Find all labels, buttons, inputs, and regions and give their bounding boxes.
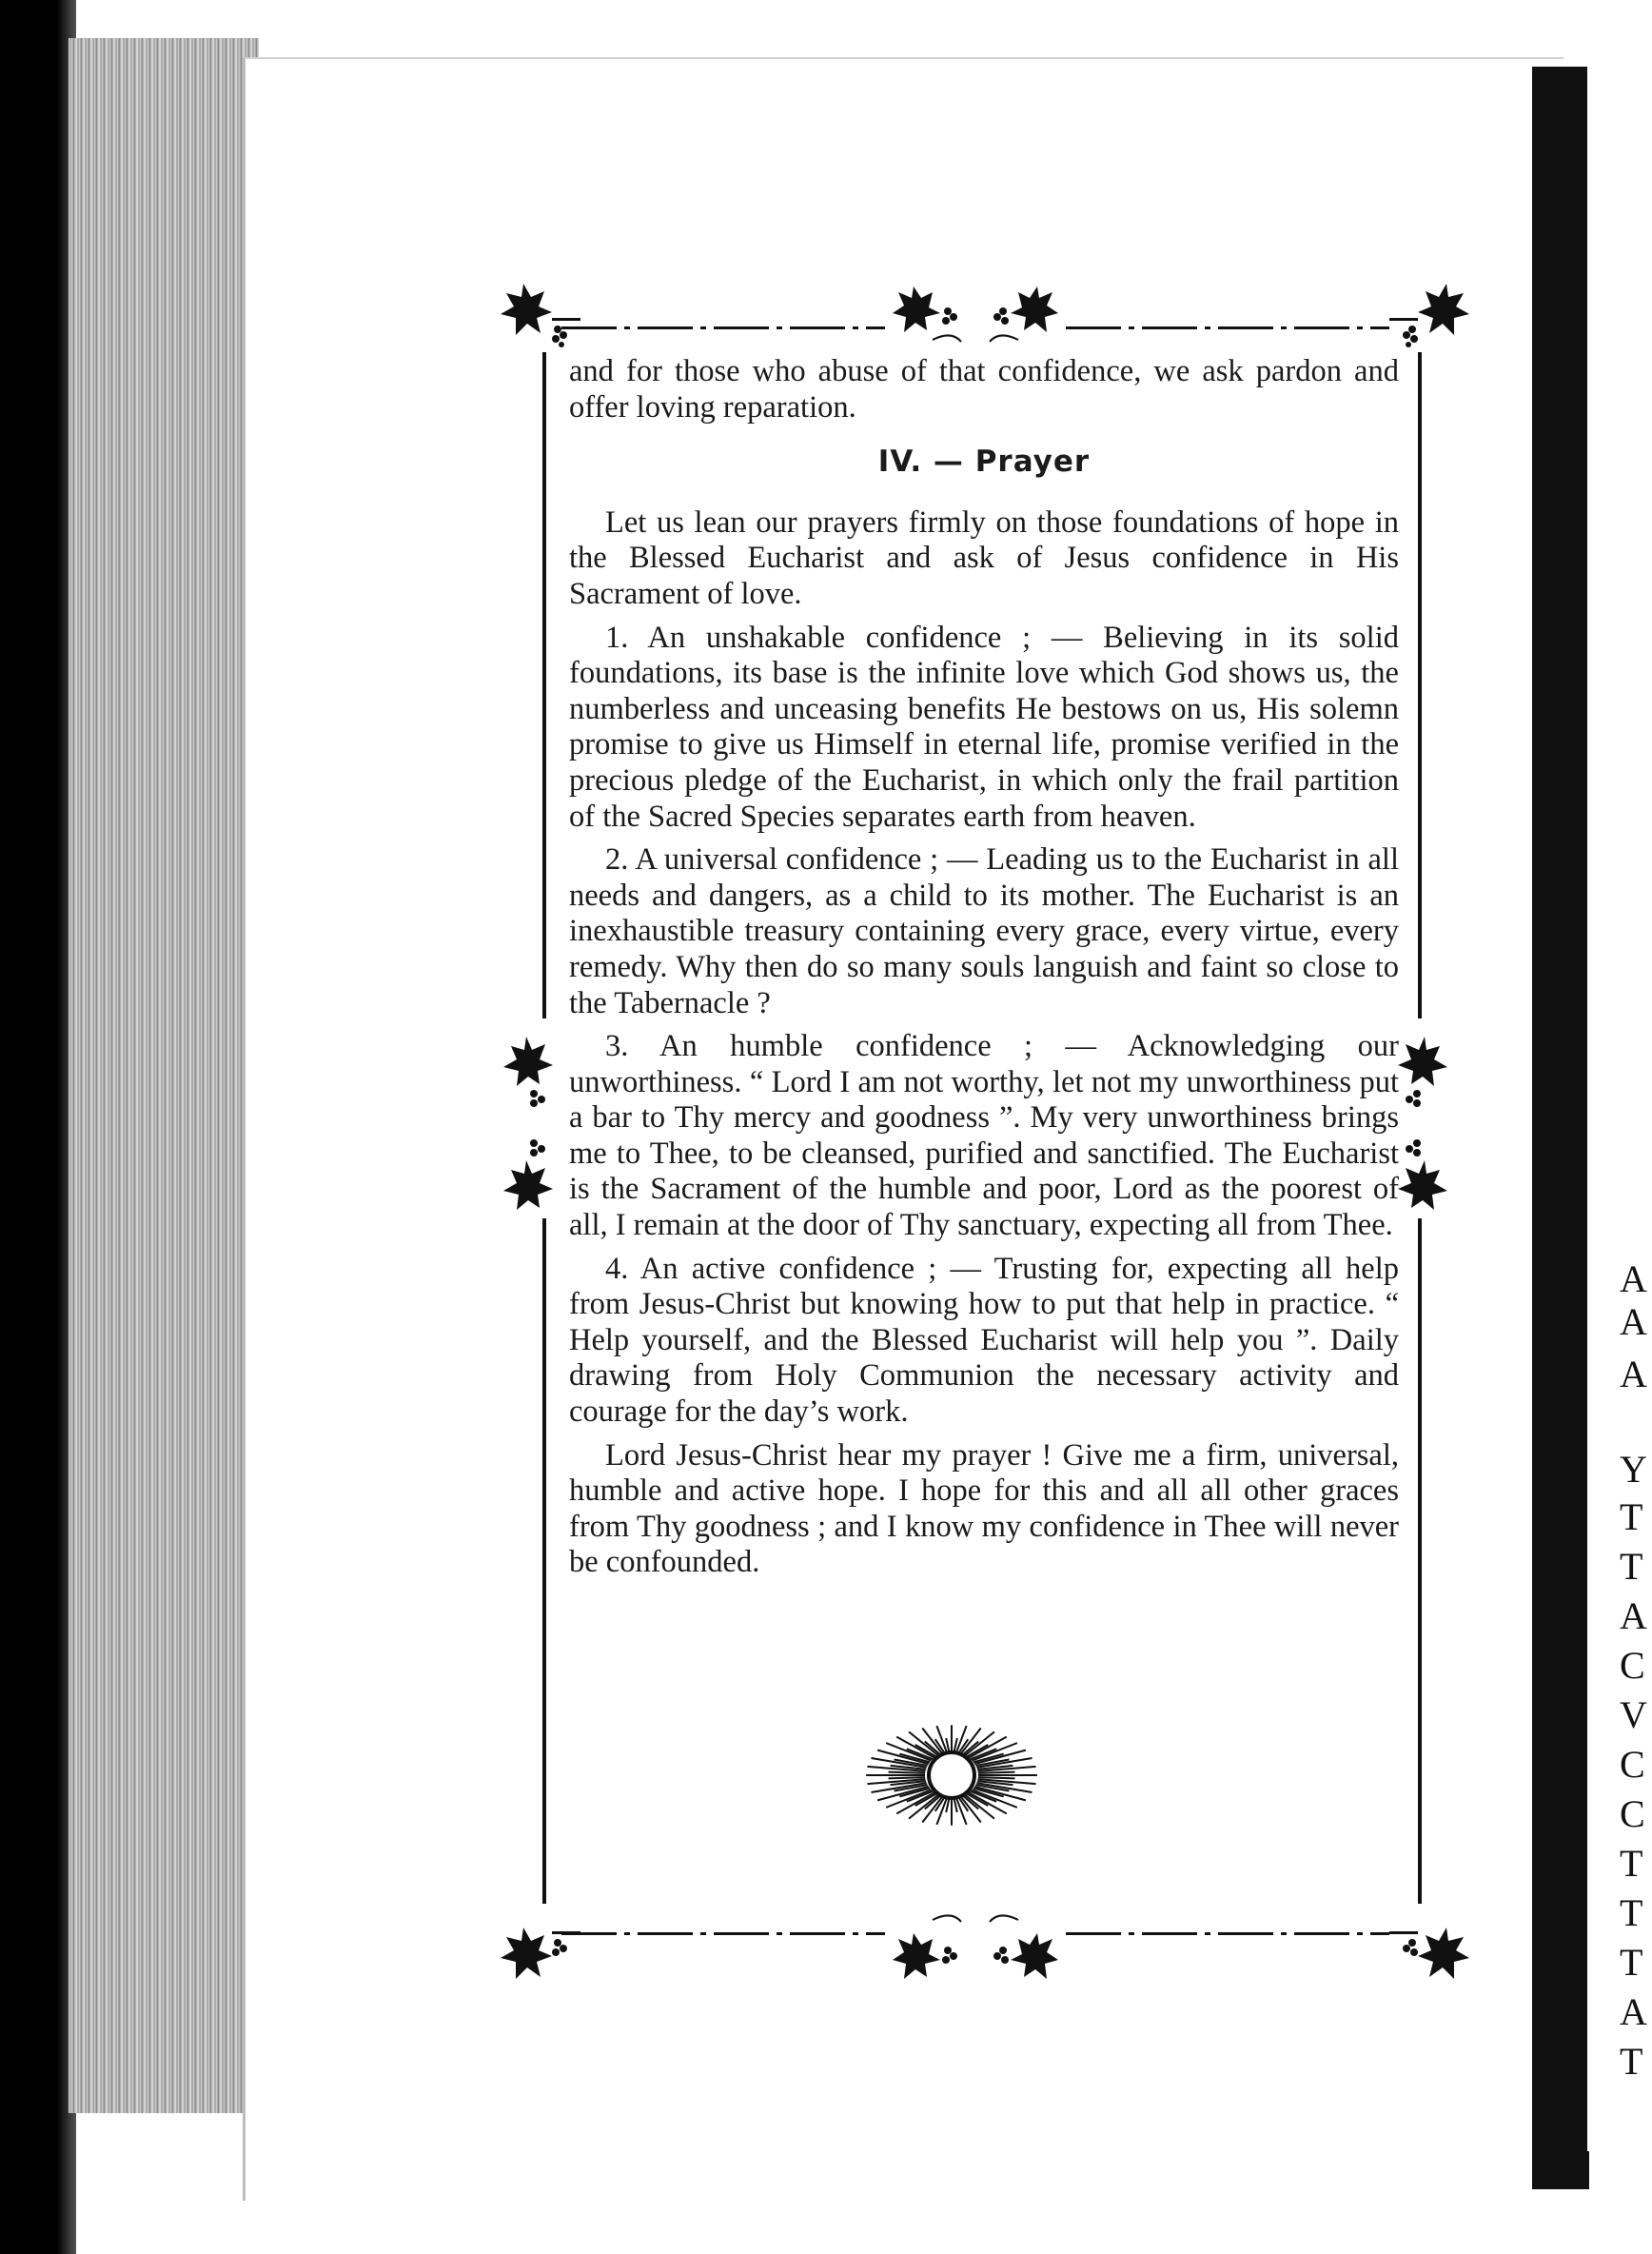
frame-left-rule [542, 352, 546, 1018]
frame-left-rule [542, 1218, 546, 1904]
point-paragraph: 3. An humble confidence ; — Acknowledging our unworthiness. “ Lord I am not worthy, let not my unworthiness put a bar to Thy mercy and goodness ”. My very unworthiness brings me to Thee, to be cleansed, purified and sanctified. The Eucharist is the Sacrament of the humble and poor, Lord as the poorest of all, I remain at the door of Thy sanctuary, expecting all from Thee. [569, 1029, 1399, 1243]
point-paragraph: 2. A universal confidence ; — Leading us to the Eucharist in all needs and dangers, as a child to its mother. The Eucharist is an inexhaustible treasury containing every grace, every virtue, every remedy. Why then do so many souls languish and faint so close to the Tabernacle ? [569, 842, 1399, 1020]
grape-leaf-ornament-icon [1394, 1033, 1451, 1214]
next-page-letter: T [1620, 1495, 1643, 1538]
next-page-letter: T [1620, 1545, 1643, 1588]
grape-leaf-ornament-icon [1389, 276, 1475, 352]
next-page-letter: A [1620, 1257, 1647, 1300]
next-page-edge [1587, 57, 1652, 2151]
intro-paragraph: Let us lean our prayers firmly on those foundations of hope in the Blessed Eucharist and ask of Jesus confidence in His Sacrament of love. [569, 504, 1399, 611]
monstrance-sunburst-icon [856, 1713, 1047, 1837]
grape-leaf-ornament-icon [885, 281, 1066, 352]
sunburst-ray [978, 1772, 1015, 1773]
page-text [569, 354, 1399, 1581]
next-page-letter: T [1620, 1842, 1643, 1885]
section-heading: IV. — Prayer [877, 445, 1091, 480]
frame-right-rule [1418, 1218, 1422, 1904]
grape-leaf-ornament-icon [495, 276, 580, 352]
grape-leaf-ornament-icon [1389, 1908, 1475, 1985]
frame-right-rule [1418, 352, 1422, 1018]
next-page-letter: A [1620, 1353, 1647, 1395]
sunburst-ray [889, 1777, 926, 1778]
next-page-letter: Y [1620, 1448, 1647, 1491]
book-binding-shadow [0, 0, 76, 2254]
frame-top-rule [1066, 326, 1389, 329]
next-page-letter: V [1620, 1693, 1647, 1736]
closing-paragraph: Lord Jesus-Christ hear my prayer ! Give me a firm, universal, humble and active hope. I hope for this and all all other graces from Thy goodness ; and I know my confidence in Thee will never be confounded. [569, 1437, 1399, 1580]
book-page-edges [69, 38, 259, 2113]
gutter-shadow [1532, 67, 1589, 2189]
point-paragraph: 4. An active confidence ; — Trusting for, expecting all help from Jesus-Christ but knowing how to put that help in practice. “ Help yourself, and the Blessed Eucharist will help you ”. Daily drawing from Holy Communion the necessary activity and courage for the day’s work. [569, 1251, 1399, 1430]
frame-bottom-rule [1066, 1932, 1389, 1935]
next-page-letter: A [1620, 1300, 1647, 1343]
sunburst-ray [889, 1772, 926, 1773]
sunburst-ray [978, 1777, 1015, 1778]
frame-bottom-rule [561, 1932, 885, 1935]
next-page-letter: A [1620, 1990, 1647, 2033]
grape-leaf-ornament-icon [885, 1908, 1066, 1985]
next-page-letter: T [1620, 1941, 1643, 1984]
continuation-paragraph: and for those who abuse of that confidence, we ask pardon and offer loving reparation. [569, 354, 1399, 425]
next-page-letter: C [1620, 1792, 1645, 1835]
frame-top-rule [561, 326, 885, 329]
point-paragraph: 1. An unshakable confidence ; — Believing in its solid foundations, its base is the infinite love which God shows us, the numberless and unceasing benefits He bestows on us, His solemn promise to give us Himself in eternal life, promise verified in the precious pledge of the Eucharist, in which only the frail partition of the Sacred Species separates earth from heaven. [569, 620, 1399, 834]
next-page-letter: C [1620, 1644, 1645, 1687]
next-page-letter: T [1620, 1891, 1643, 1934]
next-page-letter: A [1620, 1594, 1647, 1637]
grape-leaf-ornament-icon [495, 1908, 580, 1985]
next-page-letter: C [1620, 1743, 1645, 1786]
next-page-letter: T [1620, 2040, 1643, 2083]
grape-leaf-ornament-icon [500, 1033, 557, 1214]
